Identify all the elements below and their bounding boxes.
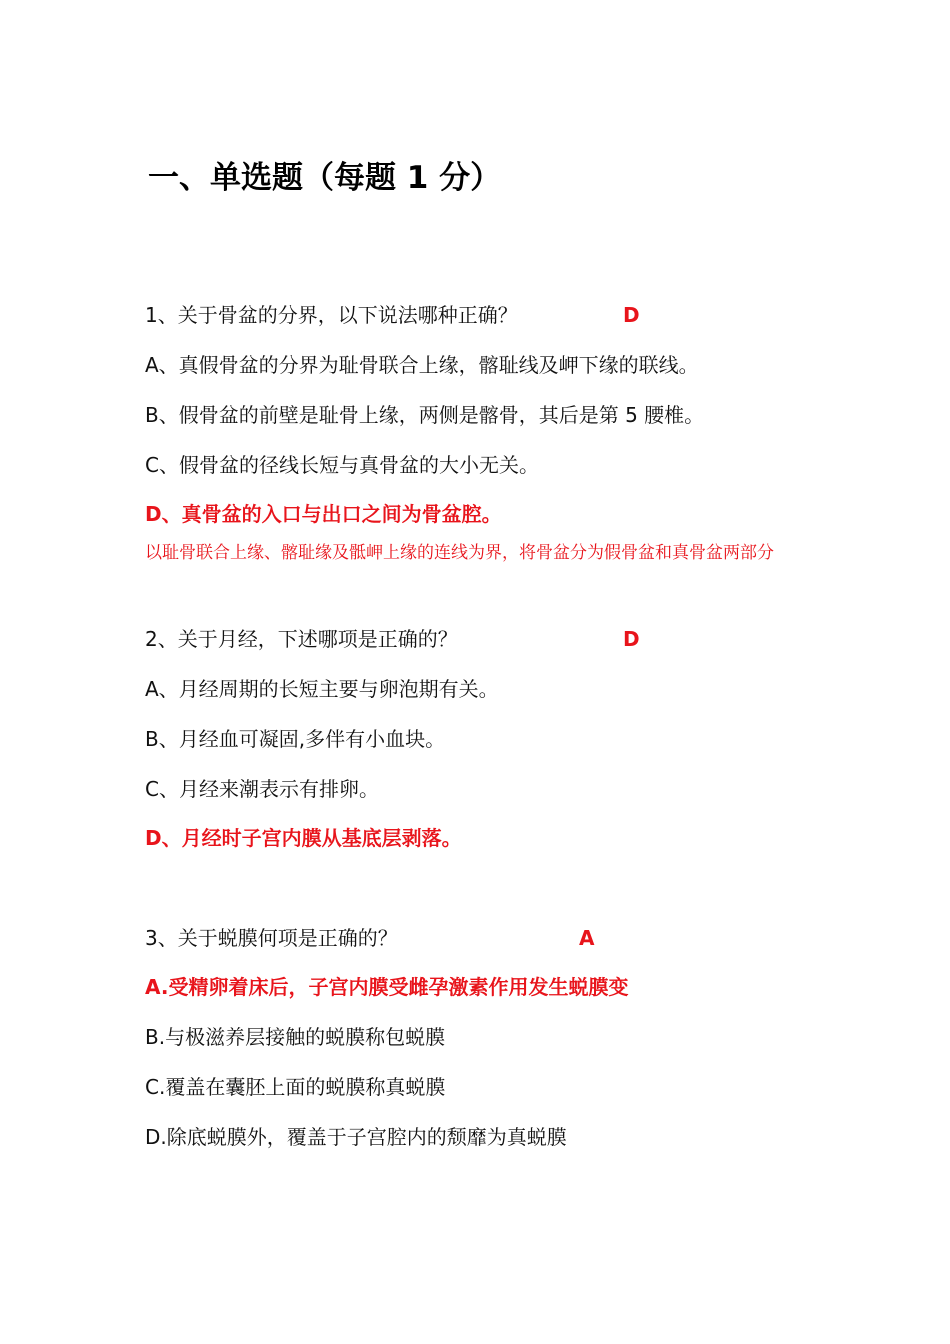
question-2-option-d-correct: D、月经时子宫内膜从基底层剥落。	[145, 826, 462, 850]
question-2-option-a: A、月经周期的长短主要与卵泡期有关。	[145, 677, 499, 701]
question-3-option-d: D.除底蜕膜外，覆盖于子宫腔内的颓靡为真蜕膜	[145, 1125, 567, 1149]
question-1-stem: 1、关于骨盆的分界，以下说法哪种正确？	[145, 303, 518, 327]
question-2-stem: 2、关于月经，下述哪项是正确的？	[145, 627, 458, 651]
question-3-option-c: C.覆盖在囊胚上面的蜕膜称真蜕膜	[145, 1075, 446, 1099]
question-1-answer: D	[623, 303, 640, 327]
section-title: 一、单选题（每题 1 分）	[148, 160, 502, 196]
question-2-option-b: B、月经血可凝固,多伴有小血块。	[145, 727, 446, 751]
question-2-answer: D	[623, 627, 640, 651]
question-3-stem: 3、关于蜕膜何项是正确的？	[145, 926, 398, 950]
question-1-option-d-correct: D、真骨盆的入口与出口之间为骨盆腔。	[145, 502, 502, 526]
question-3-option-a-correct: A.受精卵着床后，子宫内膜受雌孕激素作用发生蜕膜变	[145, 975, 629, 999]
question-1-option-a: A、真假骨盆的分界为耻骨联合上缘，髂耻线及岬下缘的联线。	[145, 353, 699, 377]
question-1-explanation: 以耻骨联合上缘、髂耻缘及骶岬上缘的连线为界，将骨盆分为假骨盆和真骨盆两部分	[145, 543, 774, 563]
question-1-option-b: B、假骨盆的前壁是耻骨上缘，两侧是髂骨，其后是第 5 腰椎。	[145, 403, 705, 427]
question-3-option-b: B.与极滋养层接触的蜕膜称包蜕膜	[145, 1025, 446, 1049]
question-3-answer: A	[579, 926, 595, 950]
question-1-option-c: C、假骨盆的径线长短与真骨盆的大小无关。	[145, 453, 539, 477]
question-2-option-c: C、月经来潮表示有排卵。	[145, 777, 379, 801]
